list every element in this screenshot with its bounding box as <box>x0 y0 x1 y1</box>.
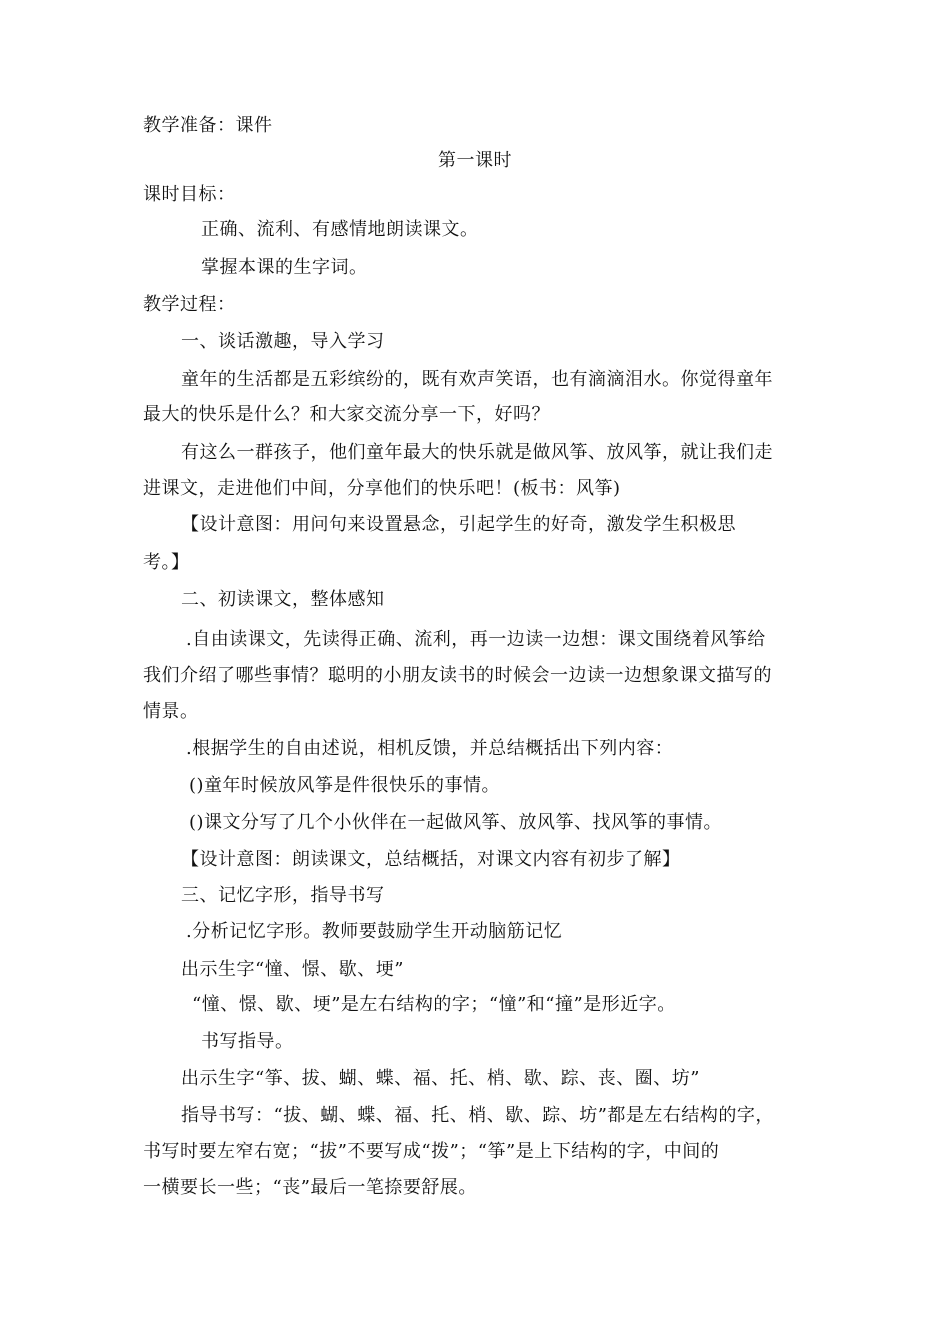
summary-point: ()童年时候放风筝是件很快乐的事情。 <box>189 775 501 796</box>
paragraph-line: .自由读课文，先读得正确、流利，再一边读一边想：课文围绕着风筝给 <box>186 629 766 650</box>
paragraph-line: 书写时要左窄右宽；“拔”不要写成“拨”；“筝”是上下结构的字，中间的 <box>143 1141 720 1162</box>
process-heading: 教学过程： <box>143 294 236 315</box>
paragraph-line: 童年的生活都是五彩缤纷的，既有欢声笑语，也有滴滴泪水。你觉得童年 <box>181 369 773 390</box>
paragraph-line: 有这么一群孩子，他们童年最大的快乐就是做风筝、放风筝，就让我们走 <box>181 442 773 463</box>
paragraph-line: 情景。 <box>143 701 199 722</box>
section-title: 三、记忆字形，指导书写 <box>181 885 385 906</box>
lesson-title: 第一课时 <box>438 150 512 171</box>
design-intent: 【设计意图：用问句来设置悬念，引起学生的好奇，激发学生积极思 <box>181 514 736 535</box>
goal-item: 正确、流利、有感情地朗读课文。 <box>201 219 479 240</box>
paragraph-line: 出示生字“憧、憬、歇、埂” <box>181 959 404 980</box>
goal-item: 掌握本课的生字词。 <box>201 257 368 278</box>
paragraph-line: 一横要长一些；“丧”最后一笔捺要舒展。 <box>143 1177 477 1198</box>
paragraph-line: 出示生字“筝、拔、蝴、蝶、福、托、梢、歇、踪、丧、圈、坊” <box>181 1068 700 1089</box>
section-title: 一、谈话激趣，导入学习 <box>181 331 385 352</box>
paragraph-line: .分析记忆字形。教师要鼓励学生开动脑筋记忆 <box>186 921 563 942</box>
paragraph-line: 指导书写：“拔、蝴、蝶、福、托、梢、歇、踪、坊”都是左右结构的字， <box>181 1105 774 1126</box>
paragraph-line: “憧、憬、歇、埂”是左右结构的字；“憧”和“撞”是形近字。 <box>192 994 676 1015</box>
teaching-prep: 教学准备：课件 <box>143 115 273 136</box>
paragraph-line: 我们介绍了哪些事情？聪明的小朋友读书的时候会一边读一边想象课文描写的 <box>143 665 772 686</box>
goals-heading: 课时目标： <box>143 184 236 205</box>
paragraph-line: 书写指导。 <box>201 1031 294 1052</box>
paragraph-line: .根据学生的自由述说，相机反馈，并总结概括出下列内容： <box>186 738 674 759</box>
design-intent: 考。】 <box>143 552 190 573</box>
design-intent: 【设计意图：朗读课文，总结概括，对课文内容有初步了解】 <box>181 849 681 870</box>
summary-point: ()课文分写了几个小伙伴在一起做风筝、放风筝、找风筝的事情。 <box>189 812 723 833</box>
paragraph-line: 进课文，走进他们中间，分享他们的快乐吧！(板书：风筝) <box>143 478 621 499</box>
paragraph-line: 最大的快乐是什么？和大家交流分享一下，好吗？ <box>143 404 550 425</box>
section-title: 二、初读课文，整体感知 <box>181 589 385 610</box>
